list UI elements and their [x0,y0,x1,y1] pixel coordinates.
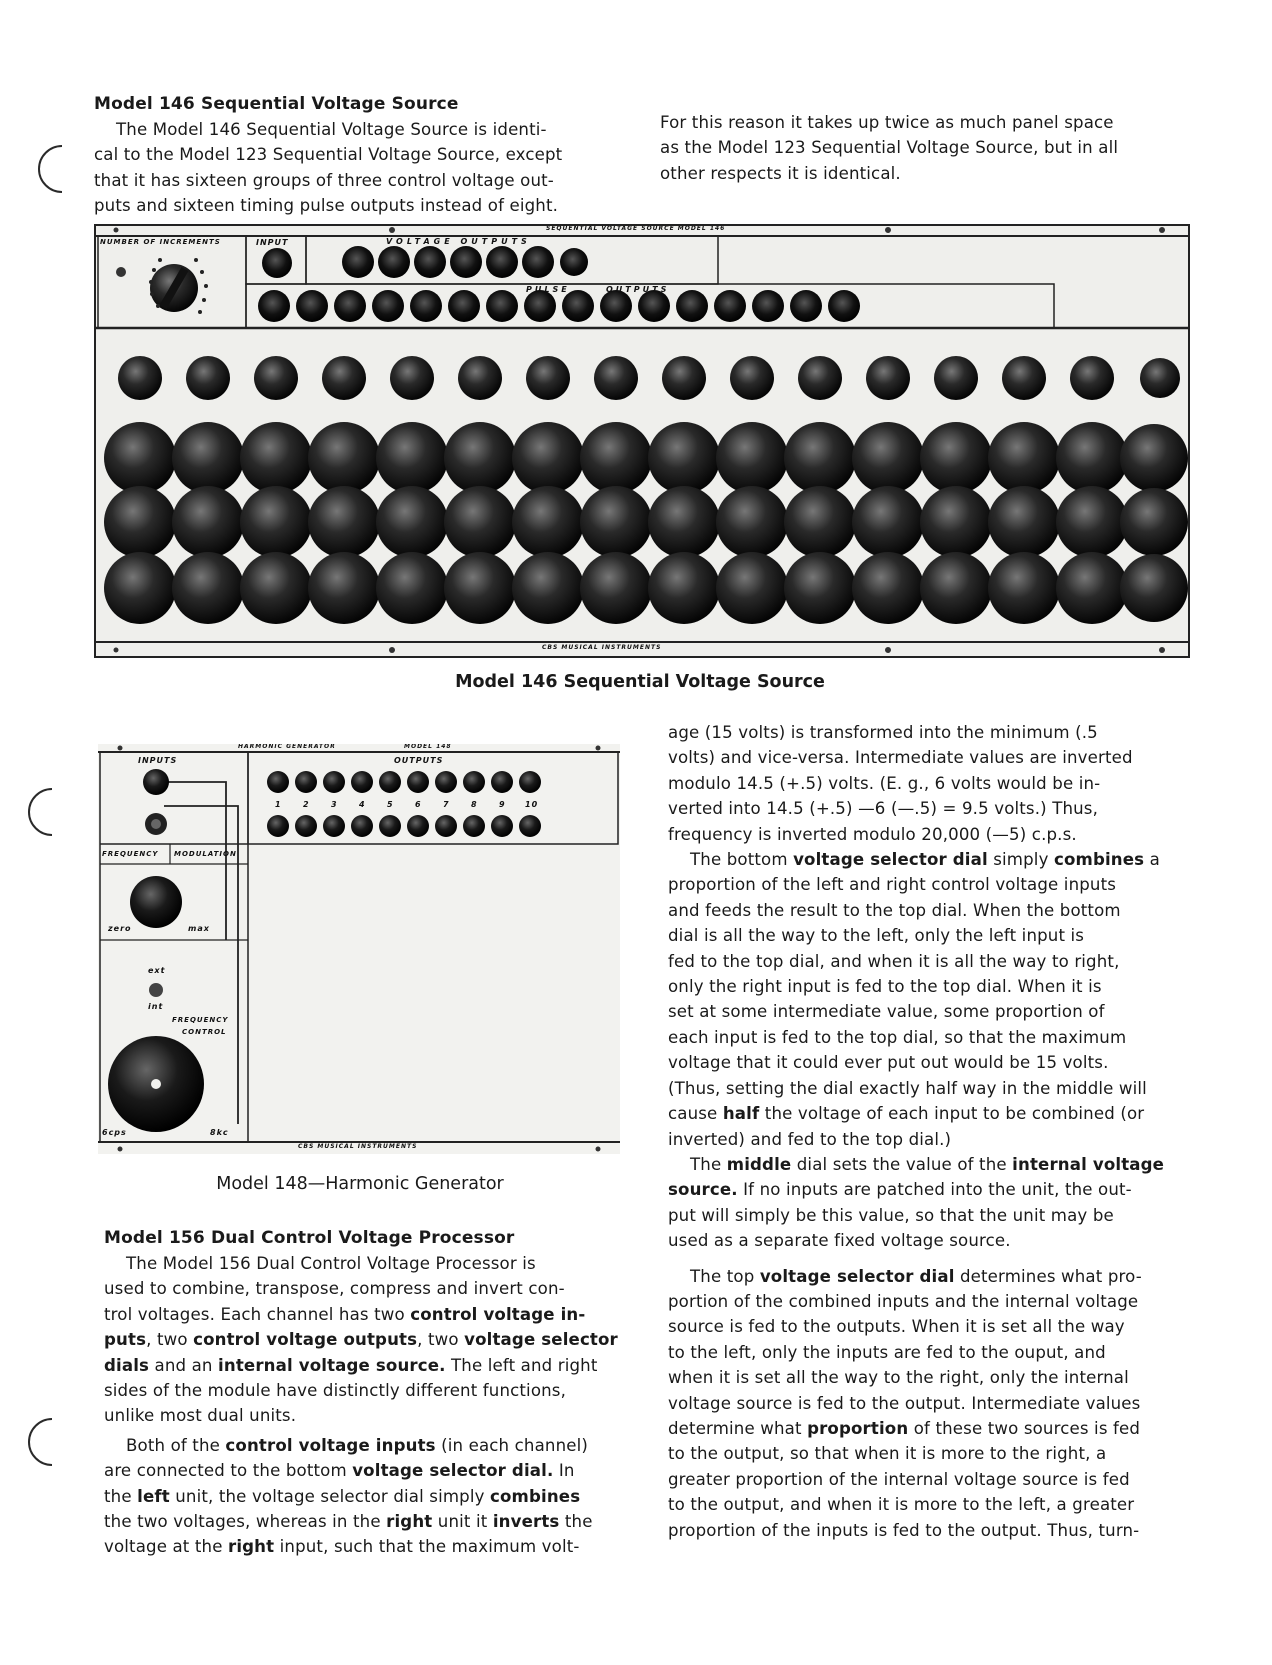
body-line: cal to the Model 123 Sequential Voltage Source, except [94,145,563,165]
intro-146-column [94,92,624,219]
body-line: unlike most dual units. [104,1406,297,1426]
output-number: 1 [275,800,282,809]
body-line: frequency is inverted modulo 20,000 (—5) c.p.s. [668,824,1077,844]
outputs-label: OUTPUTS [606,285,670,294]
body-line: to the output, and when it is more to the left, a greater [668,1495,1135,1515]
text-run: trol voltages. Each channel has two [104,1304,411,1324]
body-line: to the output, so that when it is more to the right, a [668,1444,1107,1464]
text-run: If no inputs are patched into the unit, the out- [737,1180,1132,1200]
panel-footer: CBS MUSICAL INSTRUMENTS [542,644,662,651]
body-line: sides of the module have distinctly different functions, [104,1381,567,1401]
bold-run: proportion [807,1418,909,1438]
increments-label: NUMBER OF INCREMENTS [100,238,221,246]
body-line [104,1534,632,1559]
output-number: 7 [443,800,450,809]
heading-model-156: Model 156 Dual Control Voltage Processor [104,1228,515,1248]
panel-footer: CBS MUSICAL INSTRUMENTS [298,1143,418,1150]
body-line: put will simply be this value, so that the unit may be [668,1205,1114,1225]
body-line [668,1101,1198,1126]
text-run: (in each channel) [435,1435,588,1455]
body-line [668,1177,1198,1202]
inputs-label: INPUTS [138,756,178,765]
body-line [104,1327,632,1352]
text-run: The left and right [445,1355,598,1375]
text-run: Both of the [126,1435,226,1455]
body-line: source is fed to the outputs. When it is set all the way [668,1317,1125,1337]
bold-run: internal voltage source. [218,1355,446,1375]
frequency-label: FREQUENCY [102,850,159,858]
body-line: set at some intermediate value, some proportion of [668,1002,1105,1022]
max-label: max [188,924,210,933]
text-run: , two [146,1330,194,1350]
body-line [668,1152,1198,1177]
model-156-continuation [668,720,1198,1543]
body-line: For this reason it takes up twice as much panel space [660,113,1114,132]
body-line: proportion of the inputs is fed to the output. Thus, turn- [668,1520,1140,1540]
bold-run: voltage selector dial [759,1266,955,1286]
body-line: each input is fed to the top dial, so that the maximum [668,1027,1127,1047]
body-line: used to combine, transpose, compress and invert con- [104,1279,565,1299]
text-run: voltage at the [104,1537,228,1557]
text-run: The [690,1154,727,1174]
body-line: The Model 146 Sequential Voltage Source is identi- [116,120,547,139]
output-number: 2 [303,800,310,809]
body-line: age (15 volts) is transformed into the minimum (.5 [668,723,1098,742]
output-number: 6 [415,800,422,809]
body-line: modulo 14.5 (+.5) volts. (E. g., 6 volts would be in- [668,773,1101,793]
bold-run: internal voltage [1012,1154,1165,1174]
bold-run: voltage selector [464,1330,618,1350]
model-146-panel-photo [94,224,1190,658]
body-line: portion of the combined inputs and the internal voltage [668,1291,1139,1311]
binding-hole-mark [28,788,76,836]
int-label: int [148,1002,164,1011]
text-run: and an [149,1355,219,1375]
bold-run: control voltage inputs [225,1435,436,1455]
body-line: puts and sixteen timing pulse outputs instead of eight. [94,196,559,216]
body-line [104,1484,632,1509]
bold-run: combines [489,1486,581,1506]
body-line [104,1509,632,1534]
text-run: input, such that the maximum volt- [274,1537,580,1557]
ext-label: ext [148,966,166,975]
body-line: voltage that it could ever put out would be 15 volts. [668,1053,1109,1073]
body-line: to the left, only the inputs are fed to the ouput, and [668,1342,1106,1362]
text-run: unit, the voltage selector dial simply [169,1486,490,1506]
body-line: and feeds the result to the top dial. When the bottom [668,900,1121,920]
body-line [668,847,1198,872]
text-run: unit it [432,1512,493,1532]
body-line: dial is all the way to the left, only the left input is [668,926,1085,946]
body-line: volts) and vice-versa. Intermediate values are inverted [668,748,1133,768]
text-run: determine what [668,1418,808,1438]
panel-title: HARMONIC GENERATOR [238,744,336,750]
body-line: verted into 14.5 (+.5) —6 (—.5) = 9.5 volts.) Thus, [668,799,1099,819]
output-number: 8 [471,800,478,809]
binding-hole-mark [38,145,86,193]
bold-run: inverts [492,1512,560,1532]
heading-model-146: Model 146 Sequential Voltage Source [94,94,459,114]
zero-label: zero [108,924,132,933]
binding-hole-mark [28,1418,76,1466]
pulse-label: PULSE [526,285,570,294]
text-run: determines what pro- [954,1266,1142,1286]
bold-run: puts [104,1330,147,1350]
text-run: the [104,1486,138,1506]
text-run: are connected to the bottom [104,1461,353,1481]
text-run: , two [417,1330,465,1350]
voltage-outputs-label: VOLTAGE OUTPUTS [386,237,531,246]
panel-model: MODEL 148 [404,744,452,750]
panel-title: SEQUENTIAL VOLTAGE SOURCE MODEL 146 [546,225,726,232]
body-line: (Thus, setting the dial exactly half way in the middle will [668,1078,1147,1098]
high-range-label: 8kc [210,1128,229,1137]
text-run: a [1144,850,1160,870]
bold-run: right [386,1512,433,1532]
body-line [668,1264,1198,1289]
bold-run: dials [104,1355,150,1375]
body-line: fed to the top dial, and when it is all the way to right, [668,951,1120,971]
bold-run: middle [726,1154,792,1174]
bold-run: right [227,1537,275,1557]
text-run: cause [668,1104,723,1124]
body-line: inverted) and fed to the top dial.) [668,1129,952,1149]
low-range-label: 6cps [102,1128,127,1137]
bold-run: source. [668,1180,738,1200]
caption-model-146: Model 146 Sequential Voltage Source [455,672,825,692]
output-number: 4 [359,800,366,809]
caption-model-148: Model 148—Harmonic Generator [216,1174,504,1194]
intro-146-continuation [660,110,1200,186]
body-line: proportion of the left and right control voltage inputs [668,875,1117,895]
output-number: 3 [331,800,338,809]
body-line [104,1433,632,1458]
body-line: as the Model 123 Sequential Voltage Source, but in all [660,138,1119,158]
body-line [104,1302,632,1327]
bold-run: control voltage outputs [193,1330,418,1350]
body-line: used as a separate fixed voltage source. [668,1231,1011,1251]
text-run: simply [987,850,1054,870]
body-line: only the right input is fed to the top dial. When it is [668,977,1102,997]
text-run: The bottom [690,850,794,870]
body-line: other respects it is identical. [660,163,901,183]
body-line: The Model 156 Dual Control Voltage Processor is [126,1254,536,1273]
bold-run: combines [1053,850,1145,870]
model-148-panel-photo [98,744,620,1154]
text-run: The top [690,1266,760,1286]
output-number: 5 [387,800,394,809]
model-156-column [104,1226,632,1560]
body-line [104,1458,632,1483]
text-run: the voltage of each input to be combined (or [759,1104,1145,1124]
bold-run: voltage selector dial [793,850,988,870]
body-line [668,1416,1198,1441]
frequency-control-label-2: CONTROL [182,1028,227,1036]
body-line: that it has sixteen groups of three control voltage out- [94,170,554,190]
text-run: the two voltages, whereas in the [104,1512,387,1532]
body-line [104,1353,632,1378]
outputs-label: OUTPUTS [394,756,444,765]
bold-run: voltage selector dial. [352,1461,554,1481]
output-number: 9 [499,800,506,809]
bold-run: left [137,1486,170,1506]
text-run: of these two sources is fed [908,1418,1141,1438]
modulation-label: MODULATION [174,850,237,858]
body-line: voltage source is fed to the output. Intermediate values [668,1393,1141,1413]
text-run: dial sets the value of the [791,1154,1013,1174]
input-label: INPUT [256,238,289,247]
output-number: 10 [525,800,539,809]
frequency-control-label-1: FREQUENCY [172,1016,229,1024]
body-line: greater proportion of the internal voltage source is fed [668,1469,1130,1489]
bold-run: control voltage in- [410,1304,586,1324]
body-line: when it is set all the way to the right, only the internal [668,1368,1129,1388]
text-run: the [559,1512,593,1532]
text-run: In [553,1461,575,1481]
bold-run: half [722,1104,760,1124]
